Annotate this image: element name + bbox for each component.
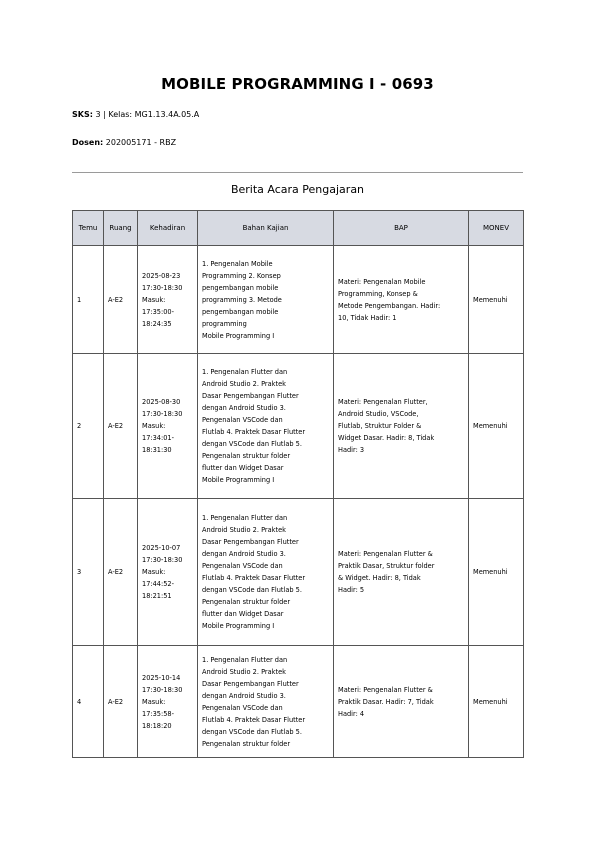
table-row xyxy=(73,246,524,354)
course-info-line xyxy=(72,110,199,119)
table-header-row xyxy=(73,211,524,246)
table-row xyxy=(73,646,524,758)
column-header-bahan-kajian: Bahan Kajian xyxy=(198,211,334,246)
bap-cell: Materi: Pengenalan Flutter & Praktik Dasar. Hadir: 7, Tidak Hadir: 4 xyxy=(334,646,469,758)
monev-cell: Memenuhi xyxy=(469,354,524,499)
bahan-kajian-cell: 1. Pengenalan Flutter dan Android Studio 2. Praktek Dasar Pengembangan Flutter dengan Android Studio 3. Pengenalan VSCode dan Flutlab 4. Praktek Dasar Flutter dengan VSCode dan Flutlab 5. Pengenalan struktur folder flutter dan Widget Dasar Mobile Programming I xyxy=(198,354,334,499)
divider xyxy=(72,172,523,173)
column-header-temu: Temu xyxy=(73,211,104,246)
temu-cell: 3 xyxy=(73,499,104,646)
section-title: Berita Acara Pengajaran xyxy=(230,183,365,196)
column-header-ruang: Ruang xyxy=(104,211,138,246)
dosen-label: Dosen: xyxy=(72,138,104,147)
bap-cell: Materi: Pengenalan Flutter, Android Studio, VSCode, Flutlab, Struktur Folder & Widget Dasar. Hadir: 8, Tidak Hadir: 3 xyxy=(334,354,469,499)
bahan-kajian-cell: 1. Pengenalan Flutter dan Android Studio 2. Praktek Dasar Pengembangan Flutter dengan Android Studio 3. Pengenalan VSCode dan Flutlab 4. Praktek Dasar Flutter dengan VSCode dan Flutlab 5. Pengenalan struktur folder flutter dan Widget Dasar Mobile Programming I xyxy=(198,499,334,646)
ruang-cell: A-E2 xyxy=(104,499,138,646)
ruang-cell: A-E2 xyxy=(104,246,138,354)
sks-label: SKS: xyxy=(72,110,93,119)
ruang-cell: A-E2 xyxy=(104,646,138,758)
kehadiran-cell: 2025-08-23 17:30-18:30 Masuk: 17:35:00- 18:24:35 xyxy=(138,246,198,354)
table-row xyxy=(73,499,524,646)
temu-cell: 4 xyxy=(73,646,104,758)
table-row xyxy=(73,354,524,499)
lecturer-line xyxy=(72,138,176,147)
monev-cell: Memenuhi xyxy=(469,499,524,646)
temu-cell: 2 xyxy=(73,354,104,499)
bahan-kajian-cell: 1. Pengenalan Flutter dan Android Studio 2. Praktek Dasar Pengembangan Flutter dengan Android Studio 3. Pengenalan VSCode dan Flutlab 4. Praktek Dasar Flutter dengan VSCode dan Flutlab 5. Pengenalan struktur folder xyxy=(198,646,334,758)
page-title: MOBILE PROGRAMMING I - 0693 xyxy=(161,75,434,93)
bap-cell: Materi: Pengenalan Mobile Programming, Konsep & Metode Pengembangan. Hadir: 10, Tidak Hadir: 1 xyxy=(334,246,469,354)
bap-cell: Materi: Pengenalan Flutter & Praktik Dasar, Struktur folder & Widget. Hadir: 8, Tidak Hadir: 5 xyxy=(334,499,469,646)
kehadiran-cell: 2025-10-14 17:30-18:30 Masuk: 17:35:58- 18:18:20 xyxy=(138,646,198,758)
bahan-kajian-cell: 1. Pengenalan Mobile Programming 2. Konsep pengembangan mobile programming 3. Metode pengembangan mobile programming Mobile Programming I xyxy=(198,246,334,354)
monev-cell: Memenuhi xyxy=(469,246,524,354)
teaching-report-table xyxy=(72,210,524,758)
kehadiran-cell: 2025-10-07 17:30-18:30 Masuk: 17:44:52- 18:21:51 xyxy=(138,499,198,646)
sks-value: 3 | Kelas: xyxy=(95,110,133,119)
column-header-monev: MONEV xyxy=(469,211,524,246)
ruang-cell: A-E2 xyxy=(104,354,138,499)
monev-cell: Memenuhi xyxy=(469,646,524,758)
temu-cell: 1 xyxy=(73,246,104,354)
column-header-bap: BAP xyxy=(334,211,469,246)
dosen-value: 202005171 - RBZ xyxy=(105,138,177,147)
column-header-kehadiran: Kehadiran xyxy=(138,211,198,246)
kehadiran-cell: 2025-08-30 17:30-18:30 Masuk: 17:34:01- 18:31:30 xyxy=(138,354,198,499)
kelas-value: MG1.13.4A.05.A xyxy=(134,110,200,119)
